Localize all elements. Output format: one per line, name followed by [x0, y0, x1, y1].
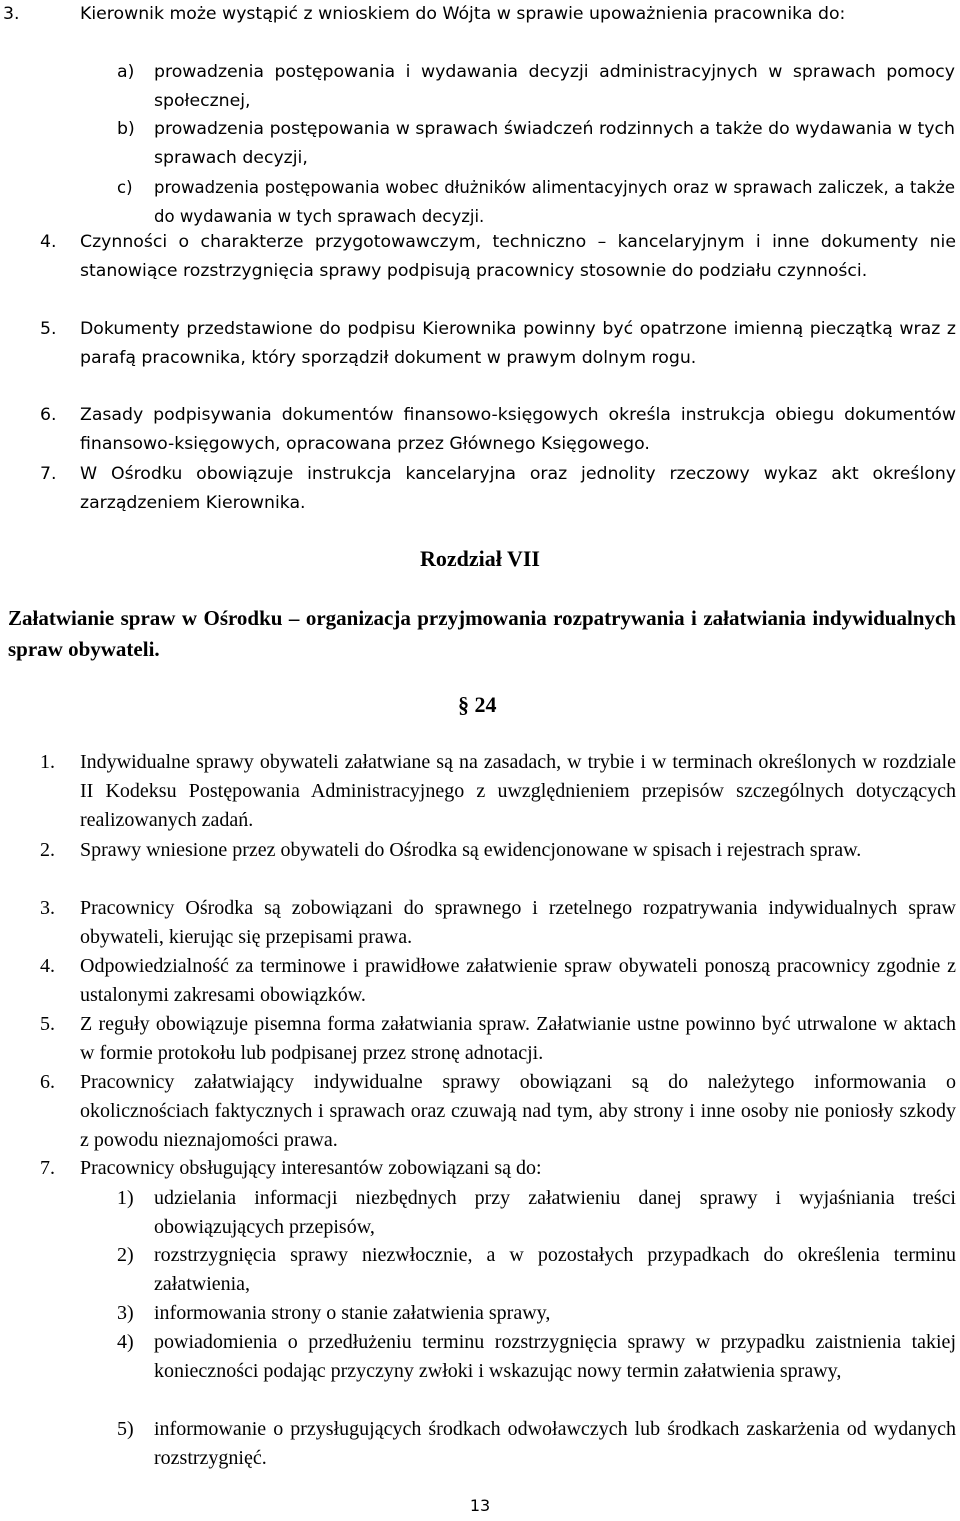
list-item — [40, 836, 956, 865]
chapter-subtitle: Załatwianie spraw w Ośrodku – organizacja przyjmowania rozpatrywania i załatwiania indywidualnych spraw obywateli. — [8, 606, 956, 661]
list-item-number: 2. — [40, 839, 55, 861]
list-item — [40, 952, 956, 1010]
sub-list-item-text: prowadzenia postępowania w sprawach świadczeń rodzinnych a także do wydawania w tych sprawach decyzji, — [154, 119, 955, 168]
sub-list-item-text: informowania strony o stanie załatwienia sprawy, — [154, 1302, 551, 1324]
page-number: 13 — [469, 1496, 491, 1515]
list-item — [40, 748, 956, 835]
list-item — [40, 315, 956, 373]
list-item-text: Dokumenty przedstawione do podpisu Kierownika powinny być opatrzone imienną pieczątką wraz z parafą pracownika, który sporządził dokument w prawym dolnym rogu. — [80, 319, 956, 368]
list-item — [3, 0, 956, 29]
sub-list-item-letter: c) — [117, 178, 133, 197]
sub-list-item-text: powiadomienia o przedłużeniu terminu rozstrzygnięcia sprawy w przypadku zaistnienia takiej konieczności podając przyczyny zwłoki i wskazując nowy termin załatwienia sprawy, — [154, 1331, 956, 1382]
list-item-number: 6. — [40, 405, 57, 425]
list-item-text: Odpowiedzialność za terminowe i prawidłowe załatwienie spraw obywateli ponoszą pracownicy zgodnie z ustalonymi zakresami obowiązków. — [80, 955, 956, 1006]
list-item — [40, 1154, 956, 1183]
sub-list-item — [117, 1415, 956, 1473]
sub-list-item — [117, 1328, 956, 1386]
sub-list-item-number: 5) — [117, 1418, 134, 1440]
sub-list-item-number: 4) — [117, 1331, 134, 1353]
sub-list-item — [117, 1184, 956, 1242]
list-item-text: Z reguły obowiązuje pisemna forma załatwiania spraw. Załatwianie ustne powinno być utrwalone w aktach w formie protokołu lub podpisanej przez stronę adnotacji. — [80, 1013, 956, 1064]
list-item-number: 3. — [40, 897, 55, 919]
list-item-text: Sprawy wniesione przez obywateli do Ośrodka są ewidencjonowane w spisach i rejestrach spraw. — [80, 839, 862, 861]
list-item-number: 7. — [40, 1157, 55, 1179]
list-item-number: 6. — [40, 1071, 55, 1093]
list-item-text: Zasady podpisywania dokumentów finansowo-księgowych określa instrukcja obiegu dokumentów finansowo-księgowych, opracowana przez Głównego Księgowego. — [80, 405, 956, 454]
sub-list-item-number: 2) — [117, 1244, 134, 1266]
sub-list-item — [117, 115, 955, 173]
list-item-number: 4. — [40, 232, 57, 252]
list-item-text: Kierownik może wystąpić z wnioskiem do Wójta w sprawie upoważnienia pracownika do: — [80, 4, 846, 24]
list-item-text: Indywidualne sprawy obywateli załatwiane są na zasadach, w trybie i w terminach określonych w rozdziale II Kodeksu Postępowania Administracyjnego z uwzględnieniem przepisów szczególnych dotyczących realizowanych zadań. — [80, 751, 956, 831]
sub-list-item-number: 1) — [117, 1187, 134, 1209]
list-item-text: Czynności o charakterze przygotowawczym, techniczno – kancelaryjnym i inne dokumenty nie stanowiące rozstrzygnięcia sprawy podpisują pracownicy stosownie do podziału czynności. — [80, 232, 956, 281]
sub-list-item — [117, 58, 955, 116]
sub-list-item-text: prowadzenia postępowania wobec dłużników alimentacyjnych oraz w sprawach zaliczek, a także do wydawania w tych sprawach decyzji. — [154, 178, 955, 226]
list-item — [40, 1010, 956, 1068]
list-item — [40, 1068, 956, 1155]
list-item-number: 3. — [3, 4, 20, 24]
sub-list-item — [117, 1241, 956, 1299]
sub-list-item-letter: a) — [117, 62, 135, 82]
sub-list-item-number: 3) — [117, 1302, 134, 1324]
list-item-text: W Ośrodku obowiązuje instrukcja kancelaryjna oraz jednolity rzeczowy wykaz akt określony zarządzeniem Kierownika. — [80, 464, 956, 513]
list-item-number: 5. — [40, 1013, 55, 1035]
list-item-number: 5. — [40, 319, 57, 339]
list-item-number: 7. — [40, 464, 57, 484]
list-item — [40, 228, 956, 286]
sub-list-item-text: rozstrzygnięcia sprawy niezwłocznie, a w pozostałych przypadkach do określenia terminu załatwienia, — [154, 1244, 956, 1295]
chapter-title: Rozdział VII — [420, 546, 540, 571]
list-item-number: 1. — [40, 751, 55, 773]
sub-list-item-text: prowadzenia postępowania i wydawania decyzji administracyjnych w sprawach pomocy społecznej, — [154, 62, 955, 111]
list-item-text: Pracownicy Ośrodka są zobowiązani do sprawnego i rzetelnego rozpatrywania indywidualnych spraw obywateli, kierując się przepisami prawa. — [80, 897, 956, 948]
sub-list-item-text: udzielania informacji niezbędnych przy załatwieniu danej sprawy i wyjaśniania treści obowiązujących przepisów, — [154, 1187, 956, 1238]
sub-list-item-text: informowanie o przysługujących środkach odwoławczych lub środkach zaskarżenia od wydanych rozstrzygnięć. — [154, 1418, 956, 1469]
list-item-number: 4. — [40, 955, 55, 977]
list-item — [40, 401, 956, 459]
list-item — [40, 894, 956, 952]
list-item — [40, 460, 956, 518]
sub-list-item-letter: b) — [117, 119, 135, 139]
paragraph-mark: § 24 — [458, 692, 497, 717]
sub-list-item — [117, 173, 955, 231]
list-item-text: Pracownicy załatwiający indywidualne sprawy obowiązani są do należytego informowania o okolicznościach faktycznych i sprawach oraz czuwają nad tym, aby strony i inne osoby nie poniosły szkody z powodu nieznajomości prawa. — [80, 1071, 956, 1151]
sub-list-item — [117, 1299, 956, 1328]
list-item-text: Pracownicy obsługujący interesantów zobowiązani są do: — [80, 1157, 542, 1179]
